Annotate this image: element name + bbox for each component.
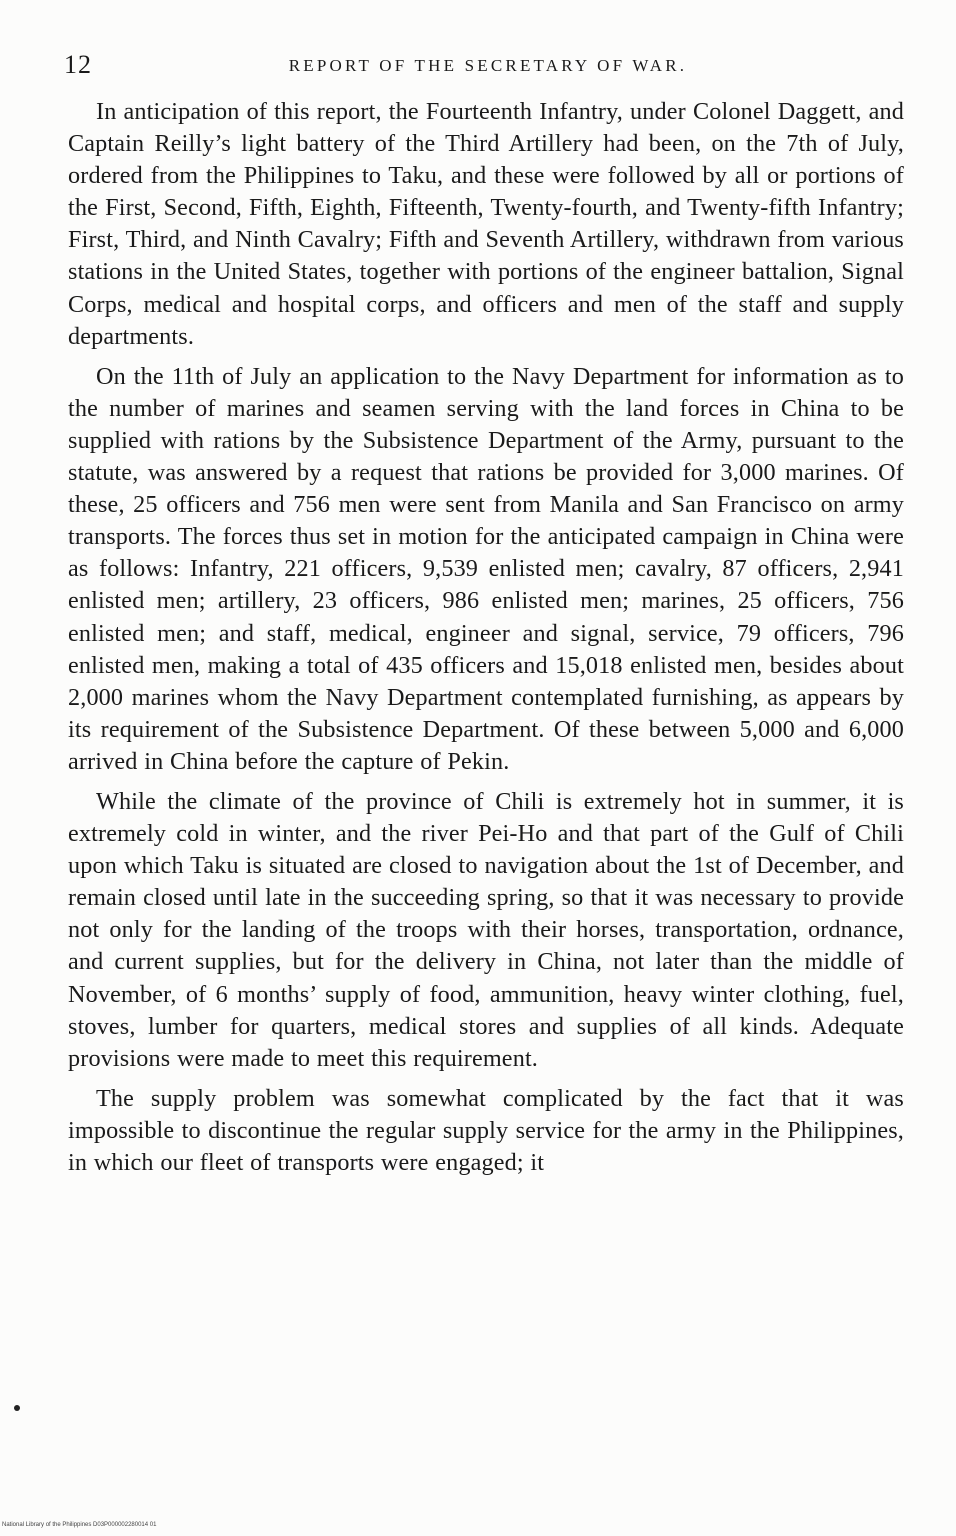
- paragraph-4: The supply problem was somewhat complicated by the fact that it was impossible to discontinue the regular supply service for the army in the Philippines, in which our fleet of transports were engaged; it: [68, 1084, 904, 1176]
- body-text: [68, 96, 904, 1187]
- paragraph-1: In anticipation of this report, the Fourteenth Infantry, under Colonel Daggett, and Captain Reilly’s light battery of the Third Artillery had been, on the 7th of July, ordered from the Philippines to Taku, and these were followed by all or portions of the First, Second, Fifth, Eighth, Fifteenth, Twenty-fourth, and Twenty-fifth Infantry; First, Third, and Ninth Cavalry; Fifth and Seventh Artillery, withdrawn from various stations in the United States, together with portions of the engineer battalion, Signal Corps, medical and hospital corps, and officers and men of the staff and supply departments.: [68, 98, 904, 350]
- paragraph-3: While the climate of the province of Chili is extremely hot in summer, it is extremely cold in winter, and the river Pei-Ho and that part of the Gulf of Chili upon which Taku is situated are closed to navigation about the 1st of December, and remain closed until late in the succeeding spring, so that it was necessary to provide not only for the landing of the troops with their horses, transportation, ordnance, and current supplies, but for the delivery in China, not later than the middle of November, of 6 months’ supply of food, ammunition, heavy winter clothing, fuel, stoves, lumber for quarters, medical stores and supplies of all kinds. Adequate provisions were made to meet this requirement.: [68, 787, 904, 1072]
- paragraph-2: On the 11th of July an application to the Navy Department for information as to the number of marines and seamen serving with the land forces in China to be supplied with rations by the Subsistence Department of the Army, pursuant to the statute, was answered by a request that rations be provided for 3,000 marines. Of these, 25 officers and 756 men were sent from Manila and San Francisco on army transports. The forces thus set in motion for the anticipated campaign in China were as follows: Infantry, 221 officers, 9,539 enlisted men; cavalry, 87 officers, 2,941 enlisted men; artillery, 23 officers, 986 enlisted men; marines, 25 officers, 756 enlisted men; and staff, medical, engineer and signal, service, 79 officers, 796 enlisted men, making a total of 435 officers and 15,018 enlisted men, besides about 2,000 marines whom the Navy Department contemplated furnishing, as appears by its requirement of the Subsistence Department. Of these between 5,000 and 6,000 arrived in China before the capture of Pekin.: [68, 362, 904, 775]
- page-number: 12: [64, 50, 92, 79]
- margin-dot-mark: [14, 1405, 20, 1411]
- scan-footer-note: National Library of the Philippines D03P000002280014 01: [2, 1522, 157, 1528]
- page-header: [64, 50, 912, 90]
- running-title: REPORT OF THE SECRETARY OF WAR.: [288, 56, 688, 75]
